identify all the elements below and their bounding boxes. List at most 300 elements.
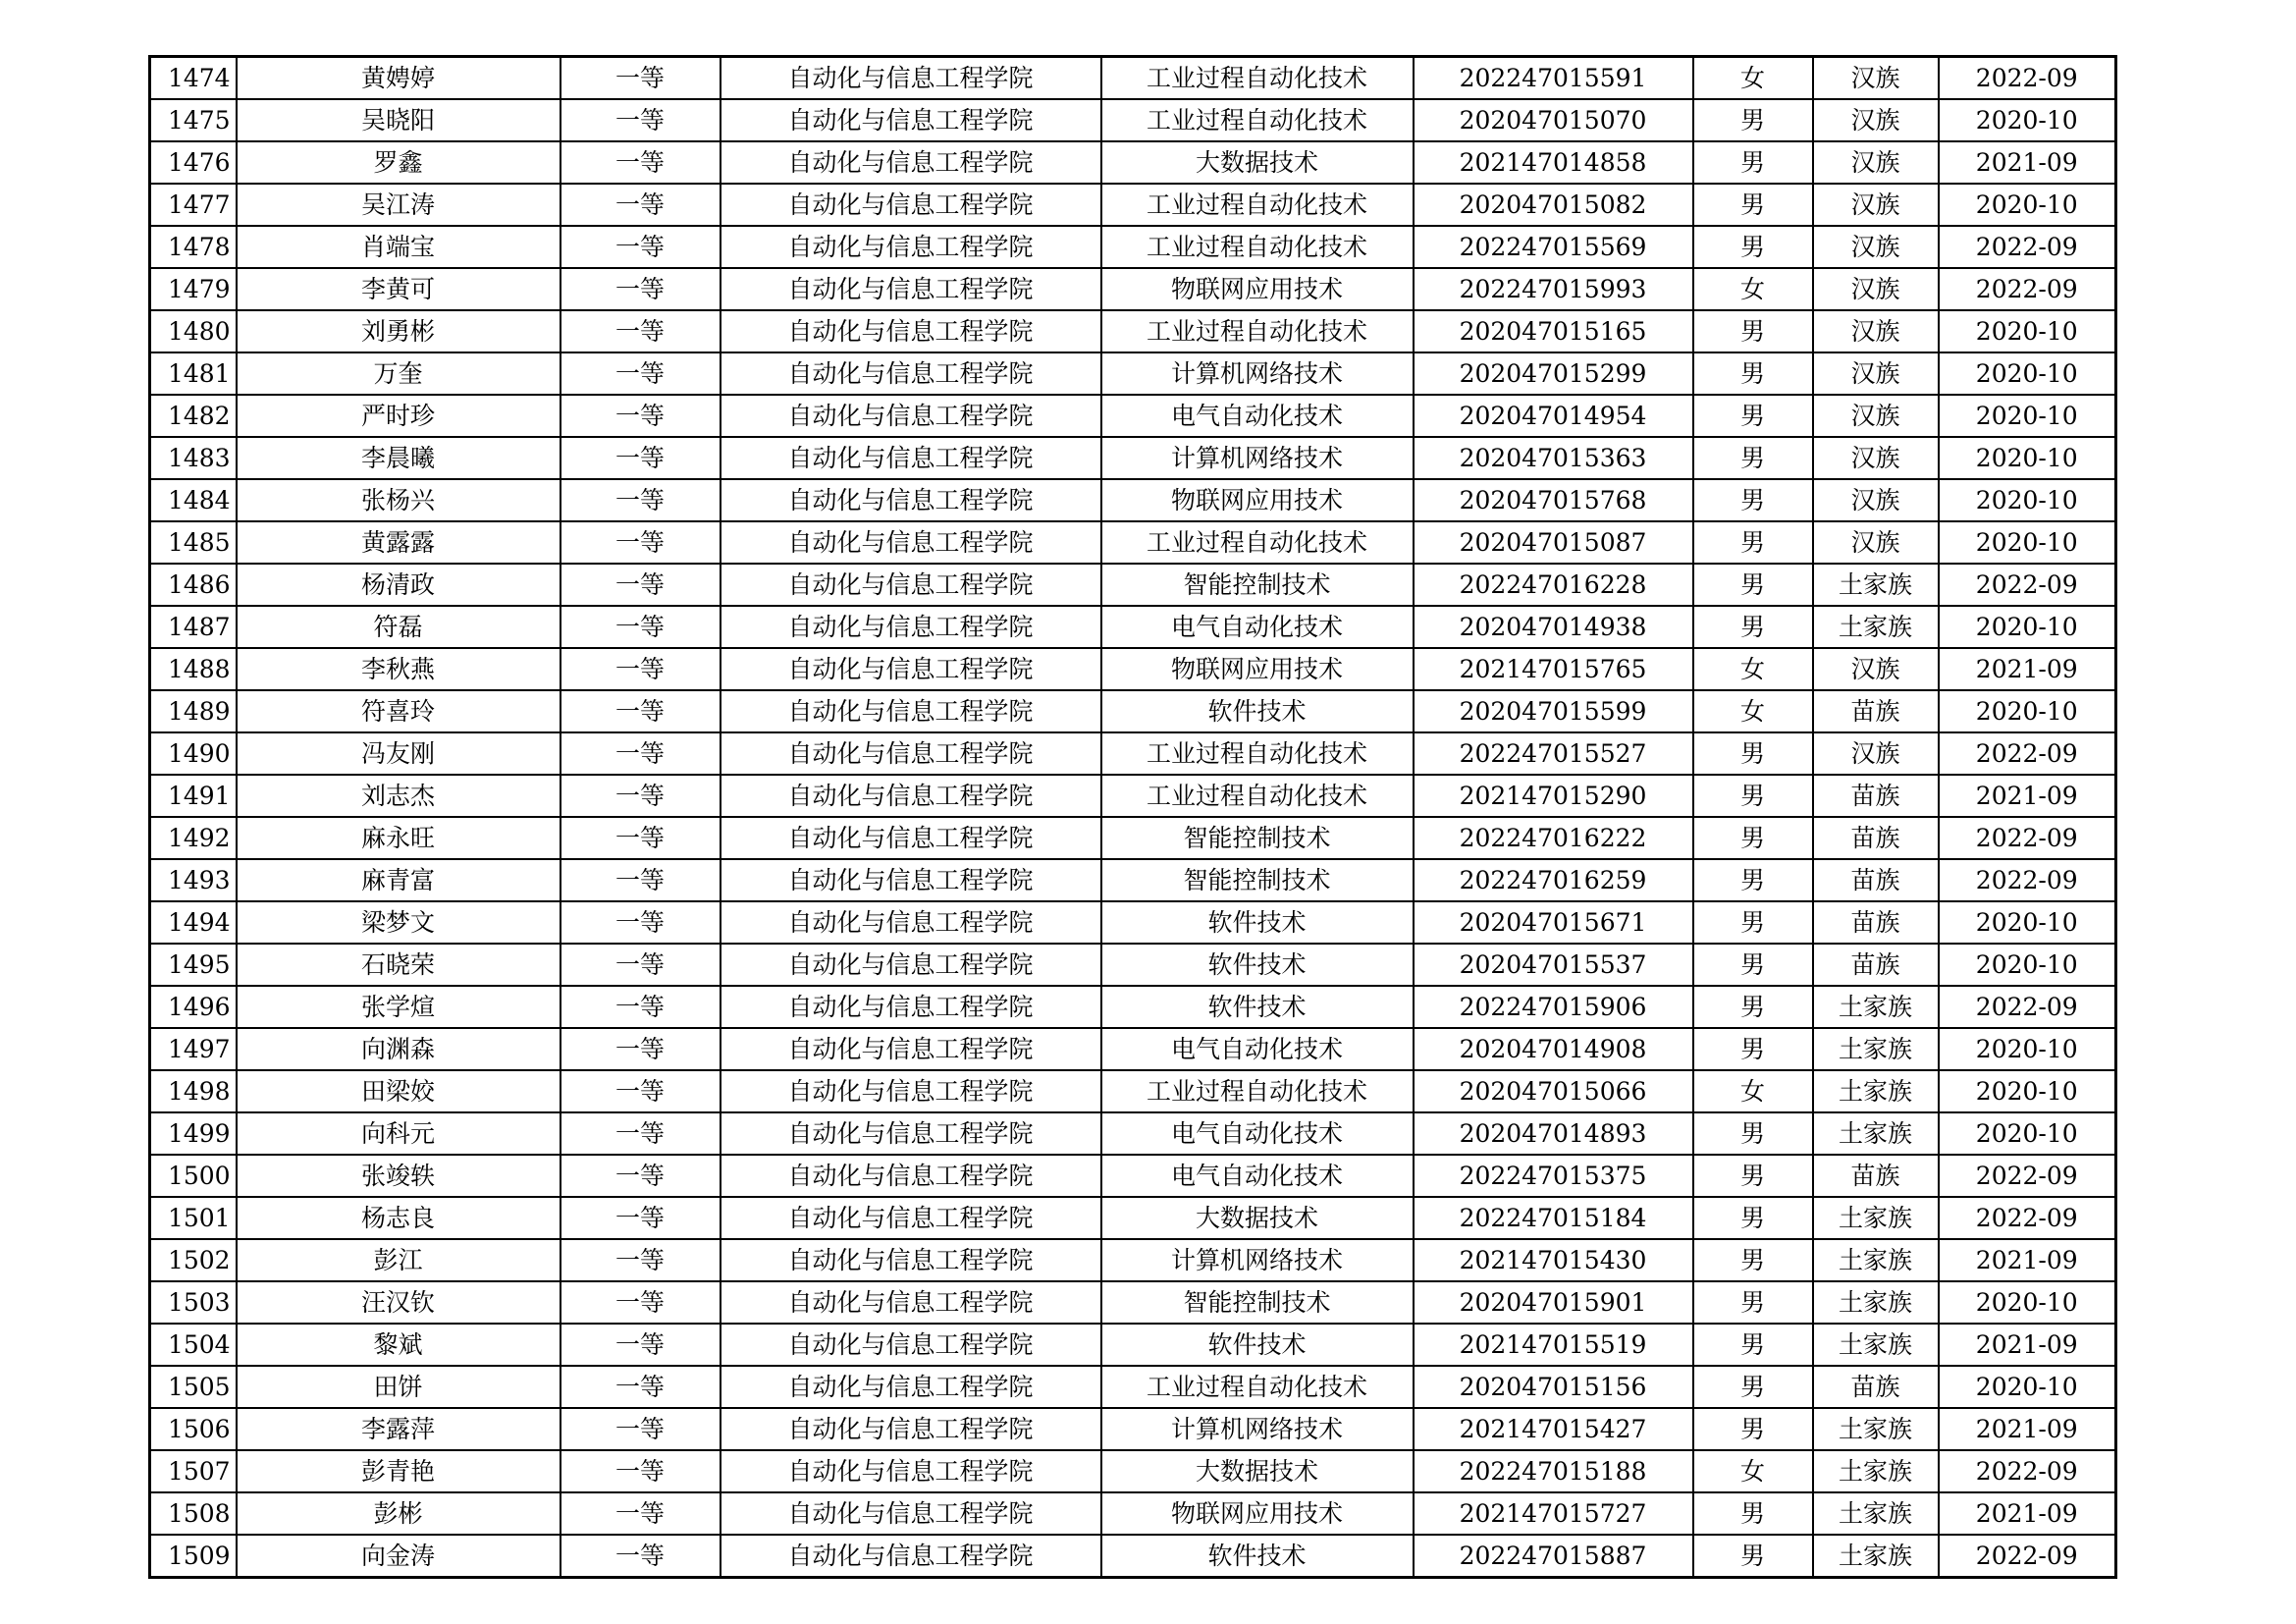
gender-cell: 男 bbox=[1693, 99, 1813, 141]
major-name-cell: 电气自动化技术 bbox=[1101, 395, 1414, 437]
college-name-cell: 自动化与信息工程学院 bbox=[721, 817, 1101, 859]
major-name-cell: 电气自动化技术 bbox=[1101, 606, 1414, 648]
college-name-cell: 自动化与信息工程学院 bbox=[721, 1366, 1101, 1408]
enrollment-date-cell: 2020-10 bbox=[1939, 1112, 2116, 1155]
student-id-cell: 202147015727 bbox=[1414, 1492, 1693, 1535]
college-name-cell: 自动化与信息工程学院 bbox=[721, 690, 1101, 732]
award-grade-cell: 一等 bbox=[561, 479, 721, 521]
college-name-cell: 自动化与信息工程学院 bbox=[721, 310, 1101, 352]
award-grade-cell: 一等 bbox=[561, 564, 721, 606]
student-id-cell: 202147014858 bbox=[1414, 141, 1693, 184]
student-name-cell: 麻永旺 bbox=[237, 817, 561, 859]
student-name-cell: 吴晓阳 bbox=[237, 99, 561, 141]
student-id-cell: 202247015993 bbox=[1414, 268, 1693, 310]
row-number-cell: 1482 bbox=[150, 395, 237, 437]
college-name-cell: 自动化与信息工程学院 bbox=[721, 986, 1101, 1028]
college-name-cell: 自动化与信息工程学院 bbox=[721, 226, 1101, 268]
enrollment-date-cell: 2021-09 bbox=[1939, 141, 2116, 184]
college-name-cell: 自动化与信息工程学院 bbox=[721, 1535, 1101, 1578]
ethnicity-cell: 土家族 bbox=[1813, 1197, 1939, 1239]
table-row bbox=[150, 690, 2116, 732]
student-name-cell: 肖端宝 bbox=[237, 226, 561, 268]
college-name-cell: 自动化与信息工程学院 bbox=[721, 479, 1101, 521]
student-id-cell: 202147015519 bbox=[1414, 1324, 1693, 1366]
enrollment-date-cell: 2020-10 bbox=[1939, 1070, 2116, 1112]
row-number-cell: 1499 bbox=[150, 1112, 237, 1155]
row-number-cell: 1498 bbox=[150, 1070, 237, 1112]
enrollment-date-cell: 2020-10 bbox=[1939, 395, 2116, 437]
table-row bbox=[150, 1112, 2116, 1155]
table-row bbox=[150, 944, 2116, 986]
student-name-cell: 向金涛 bbox=[237, 1535, 561, 1578]
major-name-cell: 软件技术 bbox=[1101, 1535, 1414, 1578]
student-id-cell: 202047015087 bbox=[1414, 521, 1693, 564]
ethnicity-cell: 汉族 bbox=[1813, 141, 1939, 184]
table-row bbox=[150, 1281, 2116, 1324]
ethnicity-cell: 汉族 bbox=[1813, 352, 1939, 395]
gender-cell: 男 bbox=[1693, 479, 1813, 521]
table-row bbox=[150, 1070, 2116, 1112]
enrollment-date-cell: 2022-09 bbox=[1939, 226, 2116, 268]
student-id-cell: 202047015156 bbox=[1414, 1366, 1693, 1408]
row-number-cell: 1486 bbox=[150, 564, 237, 606]
row-number-cell: 1487 bbox=[150, 606, 237, 648]
college-name-cell: 自动化与信息工程学院 bbox=[721, 1028, 1101, 1070]
table-row bbox=[150, 437, 2116, 479]
major-name-cell: 物联网应用技术 bbox=[1101, 268, 1414, 310]
row-number-cell: 1508 bbox=[150, 1492, 237, 1535]
enrollment-date-cell: 2021-09 bbox=[1939, 1239, 2116, 1281]
gender-cell: 女 bbox=[1693, 648, 1813, 690]
enrollment-date-cell: 2021-09 bbox=[1939, 1492, 2116, 1535]
table-row bbox=[150, 1535, 2116, 1578]
student-id-cell: 202247015591 bbox=[1414, 57, 1693, 100]
gender-cell: 男 bbox=[1693, 352, 1813, 395]
row-number-cell: 1483 bbox=[150, 437, 237, 479]
student-name-cell: 田梁姣 bbox=[237, 1070, 561, 1112]
gender-cell: 男 bbox=[1693, 1408, 1813, 1450]
college-name-cell: 自动化与信息工程学院 bbox=[721, 395, 1101, 437]
table-row bbox=[150, 1324, 2116, 1366]
table-row bbox=[150, 1450, 2116, 1492]
college-name-cell: 自动化与信息工程学院 bbox=[721, 57, 1101, 100]
row-number-cell: 1504 bbox=[150, 1324, 237, 1366]
award-grade-cell: 一等 bbox=[561, 1070, 721, 1112]
major-name-cell: 大数据技术 bbox=[1101, 1450, 1414, 1492]
enrollment-date-cell: 2020-10 bbox=[1939, 1028, 2116, 1070]
ethnicity-cell: 土家族 bbox=[1813, 1492, 1939, 1535]
award-grade-cell: 一等 bbox=[561, 1492, 721, 1535]
student-name-cell: 李露萍 bbox=[237, 1408, 561, 1450]
enrollment-date-cell: 2022-09 bbox=[1939, 268, 2116, 310]
ethnicity-cell: 苗族 bbox=[1813, 690, 1939, 732]
student-id-cell: 202047015671 bbox=[1414, 901, 1693, 944]
college-name-cell: 自动化与信息工程学院 bbox=[721, 521, 1101, 564]
table-row bbox=[150, 1366, 2116, 1408]
row-number-cell: 1489 bbox=[150, 690, 237, 732]
college-name-cell: 自动化与信息工程学院 bbox=[721, 1492, 1101, 1535]
award-grade-cell: 一等 bbox=[561, 1281, 721, 1324]
enrollment-date-cell: 2020-10 bbox=[1939, 944, 2116, 986]
college-name-cell: 自动化与信息工程学院 bbox=[721, 1155, 1101, 1197]
gender-cell: 男 bbox=[1693, 775, 1813, 817]
student-id-cell: 202247016259 bbox=[1414, 859, 1693, 901]
ethnicity-cell: 汉族 bbox=[1813, 479, 1939, 521]
student-name-cell: 汪汉钦 bbox=[237, 1281, 561, 1324]
ethnicity-cell: 汉族 bbox=[1813, 268, 1939, 310]
college-name-cell: 自动化与信息工程学院 bbox=[721, 1408, 1101, 1450]
row-number-cell: 1494 bbox=[150, 901, 237, 944]
award-grade-cell: 一等 bbox=[561, 141, 721, 184]
award-grade-cell: 一等 bbox=[561, 1028, 721, 1070]
ethnicity-cell: 土家族 bbox=[1813, 1112, 1939, 1155]
gender-cell: 男 bbox=[1693, 1197, 1813, 1239]
student-id-cell: 202247016222 bbox=[1414, 817, 1693, 859]
student-id-cell: 202047015082 bbox=[1414, 184, 1693, 226]
table-row bbox=[150, 648, 2116, 690]
enrollment-date-cell: 2022-09 bbox=[1939, 1155, 2116, 1197]
major-name-cell: 计算机网络技术 bbox=[1101, 437, 1414, 479]
row-number-cell: 1509 bbox=[150, 1535, 237, 1578]
major-name-cell: 电气自动化技术 bbox=[1101, 1112, 1414, 1155]
college-name-cell: 自动化与信息工程学院 bbox=[721, 901, 1101, 944]
student-id-cell: 202247015188 bbox=[1414, 1450, 1693, 1492]
student-name-cell: 向渊森 bbox=[237, 1028, 561, 1070]
table-row bbox=[150, 606, 2116, 648]
award-grade-cell: 一等 bbox=[561, 1366, 721, 1408]
row-number-cell: 1485 bbox=[150, 521, 237, 564]
student-id-cell: 202047014938 bbox=[1414, 606, 1693, 648]
student-name-cell: 田饼 bbox=[237, 1366, 561, 1408]
major-name-cell: 工业过程自动化技术 bbox=[1101, 57, 1414, 100]
ethnicity-cell: 苗族 bbox=[1813, 944, 1939, 986]
table-row bbox=[150, 395, 2116, 437]
enrollment-date-cell: 2022-09 bbox=[1939, 732, 2116, 775]
student-name-cell: 张学煊 bbox=[237, 986, 561, 1028]
row-number-cell: 1502 bbox=[150, 1239, 237, 1281]
student-name-cell: 麻青富 bbox=[237, 859, 561, 901]
student-id-cell: 202047014893 bbox=[1414, 1112, 1693, 1155]
enrollment-date-cell: 2020-10 bbox=[1939, 310, 2116, 352]
table-row bbox=[150, 268, 2116, 310]
row-number-cell: 1503 bbox=[150, 1281, 237, 1324]
student-id-cell: 202047015299 bbox=[1414, 352, 1693, 395]
student-name-cell: 万奎 bbox=[237, 352, 561, 395]
table-row bbox=[150, 1492, 2116, 1535]
ethnicity-cell: 汉族 bbox=[1813, 732, 1939, 775]
award-grade-cell: 一等 bbox=[561, 521, 721, 564]
college-name-cell: 自动化与信息工程学院 bbox=[721, 1281, 1101, 1324]
award-grade-cell: 一等 bbox=[561, 986, 721, 1028]
award-grade-cell: 一等 bbox=[561, 690, 721, 732]
student-name-cell: 李晨曦 bbox=[237, 437, 561, 479]
ethnicity-cell: 苗族 bbox=[1813, 1155, 1939, 1197]
enrollment-date-cell: 2022-09 bbox=[1939, 1197, 2116, 1239]
student-name-cell: 向科元 bbox=[237, 1112, 561, 1155]
college-name-cell: 自动化与信息工程学院 bbox=[721, 564, 1101, 606]
college-name-cell: 自动化与信息工程学院 bbox=[721, 1450, 1101, 1492]
table-row bbox=[150, 986, 2116, 1028]
student-name-cell: 彭江 bbox=[237, 1239, 561, 1281]
row-number-cell: 1500 bbox=[150, 1155, 237, 1197]
enrollment-date-cell: 2021-09 bbox=[1939, 1408, 2116, 1450]
student-id-cell: 202247015375 bbox=[1414, 1155, 1693, 1197]
ethnicity-cell: 土家族 bbox=[1813, 1535, 1939, 1578]
award-grade-cell: 一等 bbox=[561, 901, 721, 944]
gender-cell: 男 bbox=[1693, 606, 1813, 648]
student-name-cell: 李黄可 bbox=[237, 268, 561, 310]
student-id-cell: 202147015427 bbox=[1414, 1408, 1693, 1450]
enrollment-date-cell: 2020-10 bbox=[1939, 479, 2116, 521]
table-row bbox=[150, 817, 2116, 859]
row-number-cell: 1496 bbox=[150, 986, 237, 1028]
student-name-cell: 梁梦文 bbox=[237, 901, 561, 944]
ethnicity-cell: 苗族 bbox=[1813, 1366, 1939, 1408]
table-row bbox=[150, 310, 2116, 352]
enrollment-date-cell: 2022-09 bbox=[1939, 986, 2116, 1028]
college-name-cell: 自动化与信息工程学院 bbox=[721, 352, 1101, 395]
major-name-cell: 电气自动化技术 bbox=[1101, 1155, 1414, 1197]
award-grade-cell: 一等 bbox=[561, 606, 721, 648]
major-name-cell: 计算机网络技术 bbox=[1101, 1408, 1414, 1450]
gender-cell: 男 bbox=[1693, 1028, 1813, 1070]
award-grade-cell: 一等 bbox=[561, 1324, 721, 1366]
row-number-cell: 1493 bbox=[150, 859, 237, 901]
ethnicity-cell: 土家族 bbox=[1813, 1324, 1939, 1366]
college-name-cell: 自动化与信息工程学院 bbox=[721, 732, 1101, 775]
ethnicity-cell: 土家族 bbox=[1813, 1070, 1939, 1112]
enrollment-date-cell: 2021-09 bbox=[1939, 648, 2116, 690]
enrollment-date-cell: 2020-10 bbox=[1939, 606, 2116, 648]
major-name-cell: 工业过程自动化技术 bbox=[1101, 521, 1414, 564]
student-id-cell: 202147015290 bbox=[1414, 775, 1693, 817]
row-number-cell: 1490 bbox=[150, 732, 237, 775]
table-row bbox=[150, 352, 2116, 395]
student-id-cell: 202047014908 bbox=[1414, 1028, 1693, 1070]
row-number-cell: 1497 bbox=[150, 1028, 237, 1070]
ethnicity-cell: 土家族 bbox=[1813, 1408, 1939, 1450]
gender-cell: 男 bbox=[1693, 141, 1813, 184]
row-number-cell: 1505 bbox=[150, 1366, 237, 1408]
row-number-cell: 1492 bbox=[150, 817, 237, 859]
enrollment-date-cell: 2022-09 bbox=[1939, 564, 2116, 606]
student-id-cell: 202247015184 bbox=[1414, 1197, 1693, 1239]
award-grade-cell: 一等 bbox=[561, 1450, 721, 1492]
award-grade-cell: 一等 bbox=[561, 648, 721, 690]
gender-cell: 男 bbox=[1693, 1112, 1813, 1155]
row-number-cell: 1475 bbox=[150, 99, 237, 141]
gender-cell: 男 bbox=[1693, 944, 1813, 986]
award-grade-cell: 一等 bbox=[561, 184, 721, 226]
student-id-cell: 202047015070 bbox=[1414, 99, 1693, 141]
gender-cell: 男 bbox=[1693, 732, 1813, 775]
student-id-cell: 202047015537 bbox=[1414, 944, 1693, 986]
award-grade-cell: 一等 bbox=[561, 775, 721, 817]
enrollment-date-cell: 2020-10 bbox=[1939, 352, 2116, 395]
gender-cell: 女 bbox=[1693, 57, 1813, 100]
student-id-cell: 202147015430 bbox=[1414, 1239, 1693, 1281]
enrollment-date-cell: 2021-09 bbox=[1939, 775, 2116, 817]
ethnicity-cell: 汉族 bbox=[1813, 184, 1939, 226]
gender-cell: 男 bbox=[1693, 1324, 1813, 1366]
award-grade-cell: 一等 bbox=[561, 99, 721, 141]
student-name-cell: 李秋燕 bbox=[237, 648, 561, 690]
student-name-cell: 符喜玲 bbox=[237, 690, 561, 732]
ethnicity-cell: 土家族 bbox=[1813, 1281, 1939, 1324]
table-row bbox=[150, 521, 2116, 564]
ethnicity-cell: 汉族 bbox=[1813, 310, 1939, 352]
college-name-cell: 自动化与信息工程学院 bbox=[721, 775, 1101, 817]
enrollment-date-cell: 2020-10 bbox=[1939, 901, 2116, 944]
ethnicity-cell: 苗族 bbox=[1813, 859, 1939, 901]
gender-cell: 男 bbox=[1693, 437, 1813, 479]
student-id-cell: 202247015527 bbox=[1414, 732, 1693, 775]
major-name-cell: 物联网应用技术 bbox=[1101, 648, 1414, 690]
major-name-cell: 大数据技术 bbox=[1101, 1197, 1414, 1239]
major-name-cell: 工业过程自动化技术 bbox=[1101, 310, 1414, 352]
student-name-cell: 杨清政 bbox=[237, 564, 561, 606]
college-name-cell: 自动化与信息工程学院 bbox=[721, 1070, 1101, 1112]
ethnicity-cell: 土家族 bbox=[1813, 1239, 1939, 1281]
enrollment-date-cell: 2020-10 bbox=[1939, 1366, 2116, 1408]
college-name-cell: 自动化与信息工程学院 bbox=[721, 1112, 1101, 1155]
college-name-cell: 自动化与信息工程学院 bbox=[721, 648, 1101, 690]
table-row bbox=[150, 901, 2116, 944]
major-name-cell: 工业过程自动化技术 bbox=[1101, 226, 1414, 268]
award-grade-cell: 一等 bbox=[561, 352, 721, 395]
major-name-cell: 计算机网络技术 bbox=[1101, 1239, 1414, 1281]
gender-cell: 男 bbox=[1693, 1535, 1813, 1578]
student-name-cell: 彭彬 bbox=[237, 1492, 561, 1535]
table-row bbox=[150, 479, 2116, 521]
gender-cell: 男 bbox=[1693, 817, 1813, 859]
major-name-cell: 软件技术 bbox=[1101, 986, 1414, 1028]
student-name-cell: 杨志良 bbox=[237, 1197, 561, 1239]
table-row bbox=[150, 99, 2116, 141]
table-row bbox=[150, 732, 2116, 775]
award-grade-cell: 一等 bbox=[561, 226, 721, 268]
student-id-cell: 202047015599 bbox=[1414, 690, 1693, 732]
major-name-cell: 软件技术 bbox=[1101, 690, 1414, 732]
major-name-cell: 软件技术 bbox=[1101, 944, 1414, 986]
gender-cell: 男 bbox=[1693, 1281, 1813, 1324]
enrollment-date-cell: 2022-09 bbox=[1939, 859, 2116, 901]
award-grade-cell: 一等 bbox=[561, 1197, 721, 1239]
table-row bbox=[150, 1155, 2116, 1197]
gender-cell: 男 bbox=[1693, 1366, 1813, 1408]
major-name-cell: 工业过程自动化技术 bbox=[1101, 1366, 1414, 1408]
college-name-cell: 自动化与信息工程学院 bbox=[721, 859, 1101, 901]
gender-cell: 男 bbox=[1693, 395, 1813, 437]
college-name-cell: 自动化与信息工程学院 bbox=[721, 141, 1101, 184]
student-id-cell: 202247016228 bbox=[1414, 564, 1693, 606]
row-number-cell: 1480 bbox=[150, 310, 237, 352]
row-number-cell: 1476 bbox=[150, 141, 237, 184]
gender-cell: 女 bbox=[1693, 1450, 1813, 1492]
gender-cell: 男 bbox=[1693, 986, 1813, 1028]
ethnicity-cell: 土家族 bbox=[1813, 1028, 1939, 1070]
student-name-cell: 张竣轶 bbox=[237, 1155, 561, 1197]
ethnicity-cell: 土家族 bbox=[1813, 1450, 1939, 1492]
major-name-cell: 软件技术 bbox=[1101, 1324, 1414, 1366]
major-name-cell: 工业过程自动化技术 bbox=[1101, 775, 1414, 817]
enrollment-date-cell: 2020-10 bbox=[1939, 184, 2116, 226]
college-name-cell: 自动化与信息工程学院 bbox=[721, 268, 1101, 310]
student-id-cell: 202047014954 bbox=[1414, 395, 1693, 437]
college-name-cell: 自动化与信息工程学院 bbox=[721, 1324, 1101, 1366]
enrollment-date-cell: 2020-10 bbox=[1939, 690, 2116, 732]
award-grade-cell: 一等 bbox=[561, 437, 721, 479]
ethnicity-cell: 土家族 bbox=[1813, 606, 1939, 648]
college-name-cell: 自动化与信息工程学院 bbox=[721, 437, 1101, 479]
student-id-cell: 202047015363 bbox=[1414, 437, 1693, 479]
major-name-cell: 物联网应用技术 bbox=[1101, 479, 1414, 521]
award-grade-cell: 一等 bbox=[561, 310, 721, 352]
ethnicity-cell: 土家族 bbox=[1813, 564, 1939, 606]
college-name-cell: 自动化与信息工程学院 bbox=[721, 99, 1101, 141]
student-name-cell: 张杨兴 bbox=[237, 479, 561, 521]
major-name-cell: 工业过程自动化技术 bbox=[1101, 1070, 1414, 1112]
gender-cell: 男 bbox=[1693, 1155, 1813, 1197]
college-name-cell: 自动化与信息工程学院 bbox=[721, 606, 1101, 648]
row-number-cell: 1479 bbox=[150, 268, 237, 310]
student-id-cell: 202047015768 bbox=[1414, 479, 1693, 521]
major-name-cell: 工业过程自动化技术 bbox=[1101, 184, 1414, 226]
award-grade-cell: 一等 bbox=[561, 859, 721, 901]
student-name-cell: 刘志杰 bbox=[237, 775, 561, 817]
major-name-cell: 电气自动化技术 bbox=[1101, 1028, 1414, 1070]
table-row bbox=[150, 1197, 2116, 1239]
student-id-cell: 202247015906 bbox=[1414, 986, 1693, 1028]
gender-cell: 男 bbox=[1693, 1492, 1813, 1535]
student-name-cell: 吴江涛 bbox=[237, 184, 561, 226]
major-name-cell: 智能控制技术 bbox=[1101, 817, 1414, 859]
table-row bbox=[150, 859, 2116, 901]
award-grade-cell: 一等 bbox=[561, 1535, 721, 1578]
student-id-cell: 202247015887 bbox=[1414, 1535, 1693, 1578]
ethnicity-cell: 汉族 bbox=[1813, 226, 1939, 268]
student-name-cell: 彭青艳 bbox=[237, 1450, 561, 1492]
table-row bbox=[150, 1408, 2116, 1450]
row-number-cell: 1481 bbox=[150, 352, 237, 395]
student-id-cell: 202047015165 bbox=[1414, 310, 1693, 352]
major-name-cell: 工业过程自动化技术 bbox=[1101, 99, 1414, 141]
row-number-cell: 1474 bbox=[150, 57, 237, 100]
table-row bbox=[150, 564, 2116, 606]
college-name-cell: 自动化与信息工程学院 bbox=[721, 184, 1101, 226]
enrollment-date-cell: 2022-09 bbox=[1939, 1450, 2116, 1492]
row-number-cell: 1484 bbox=[150, 479, 237, 521]
row-number-cell: 1506 bbox=[150, 1408, 237, 1450]
major-name-cell: 智能控制技术 bbox=[1101, 1281, 1414, 1324]
gender-cell: 男 bbox=[1693, 1239, 1813, 1281]
row-number-cell: 1491 bbox=[150, 775, 237, 817]
major-name-cell: 工业过程自动化技术 bbox=[1101, 732, 1414, 775]
major-name-cell: 物联网应用技术 bbox=[1101, 1492, 1414, 1535]
enrollment-date-cell: 2021-09 bbox=[1939, 1324, 2116, 1366]
student-name-cell: 黄娉婷 bbox=[237, 57, 561, 100]
enrollment-date-cell: 2020-10 bbox=[1939, 437, 2116, 479]
major-name-cell: 智能控制技术 bbox=[1101, 859, 1414, 901]
ethnicity-cell: 汉族 bbox=[1813, 648, 1939, 690]
gender-cell: 男 bbox=[1693, 184, 1813, 226]
award-grade-cell: 一等 bbox=[561, 817, 721, 859]
award-grade-cell: 一等 bbox=[561, 395, 721, 437]
college-name-cell: 自动化与信息工程学院 bbox=[721, 1197, 1101, 1239]
row-number-cell: 1501 bbox=[150, 1197, 237, 1239]
table-row bbox=[150, 1028, 2116, 1070]
enrollment-date-cell: 2022-09 bbox=[1939, 57, 2116, 100]
